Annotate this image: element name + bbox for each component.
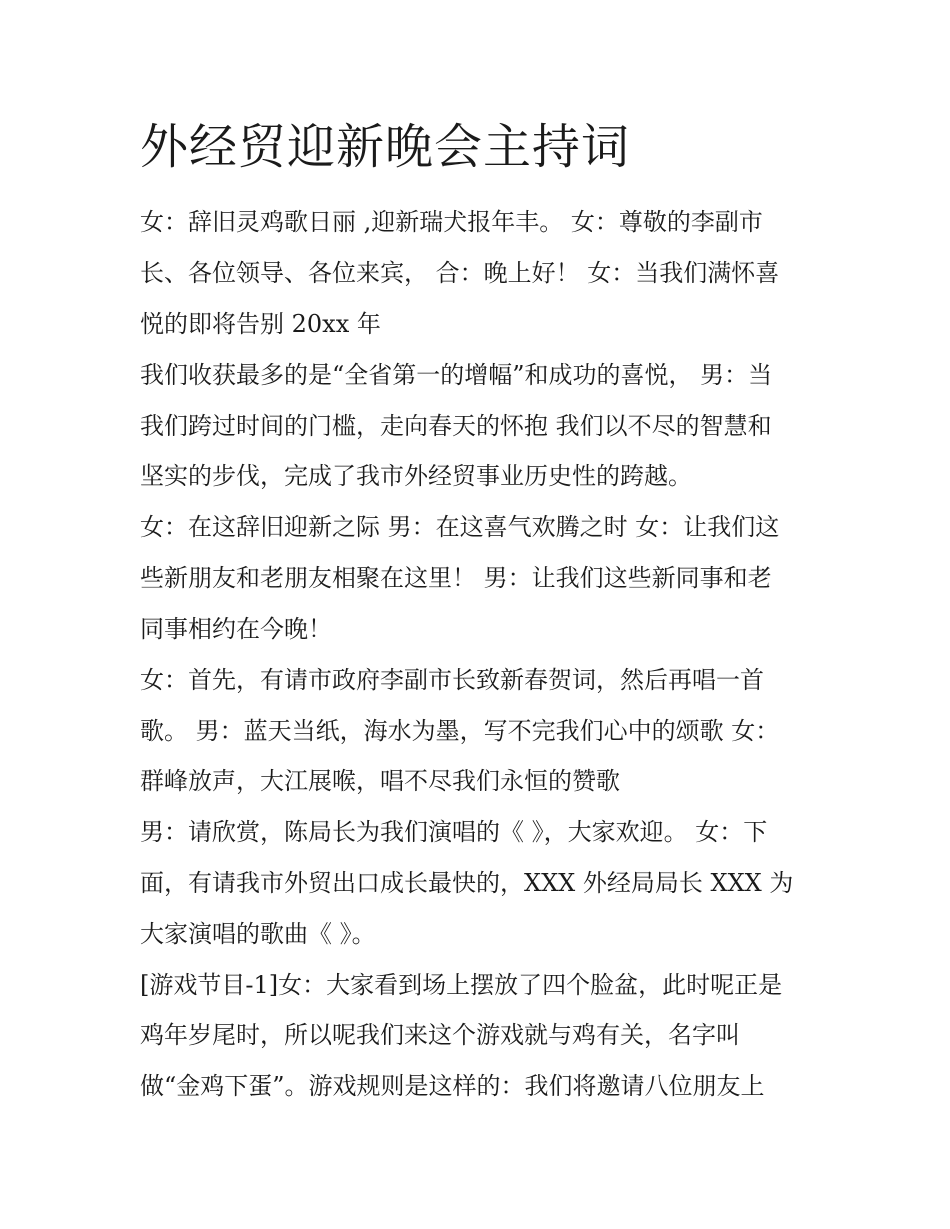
body-line-3: 悦的即将告别 20xx 年 [140,310,381,338]
body-line-4: 我们收获最多的是“全省第一的增幅”和成功的喜悦， 男：当 [140,361,773,389]
body-line-1: 女：辞旧灵鸡歌日丽 ,迎新瑞犬报年丰。 女：尊敬的李副市 [140,208,763,236]
body-line-11: 歌。 男：蓝天当纸，海水为墨，写不完我们心中的颂歌 女： [140,717,780,745]
body-line-2: 长、各位领导、各位来宾， 合：晚上好！ 女：当我们满怀喜 [140,259,780,287]
body-line-7: 女：在这辞旧迎新之际 男：在这喜气欢腾之时 女：让我们这 [140,513,780,541]
body-line-9: 同事相约在今晚！ [140,615,332,643]
body-line-16: [游戏节目-1]女：大家看到场上摆放了四个脸盆，此时呢正是 [140,971,783,999]
body-line-13: 男：请欣赏，陈局长为我们演唱的《 》，大家欢迎。 女：下 [140,818,768,846]
body-line-18: 做“金鸡下蛋”。游戏规则是这样的：我们将邀请八位朋友上 [140,1072,765,1100]
body-line-12: 群峰放声，大江展喉，唱不尽我们永恒的赞歌 [140,767,620,795]
body-line-8: 些新朋友和老朋友相聚在这里！ 男：让我们这些新同事和老 [140,564,772,592]
body-line-10: 女：首先，有请市政府李副市长致新春贺词，然后再唱一首 [140,666,764,694]
body-line-14: 面，有请我市外贸出口成长最快的，XXX 外经局局长 XXX 为 [140,869,794,897]
body-line-15: 大家演唱的歌曲《 》。 [140,920,376,948]
body-line-17: 鸡年岁尾时，所以呢我们来这个游戏就与鸡有关，名字叫 [140,1021,740,1049]
body-line-6: 坚实的步伐，完成了我市外经贸事业历史性的跨越。 [140,462,692,490]
document-title: 外经贸迎新晚会主持词 [140,119,631,175]
body-line-5: 我们跨过时间的门槛，走向春天的怀抱 我们以不尽的智慧和 [140,412,772,440]
